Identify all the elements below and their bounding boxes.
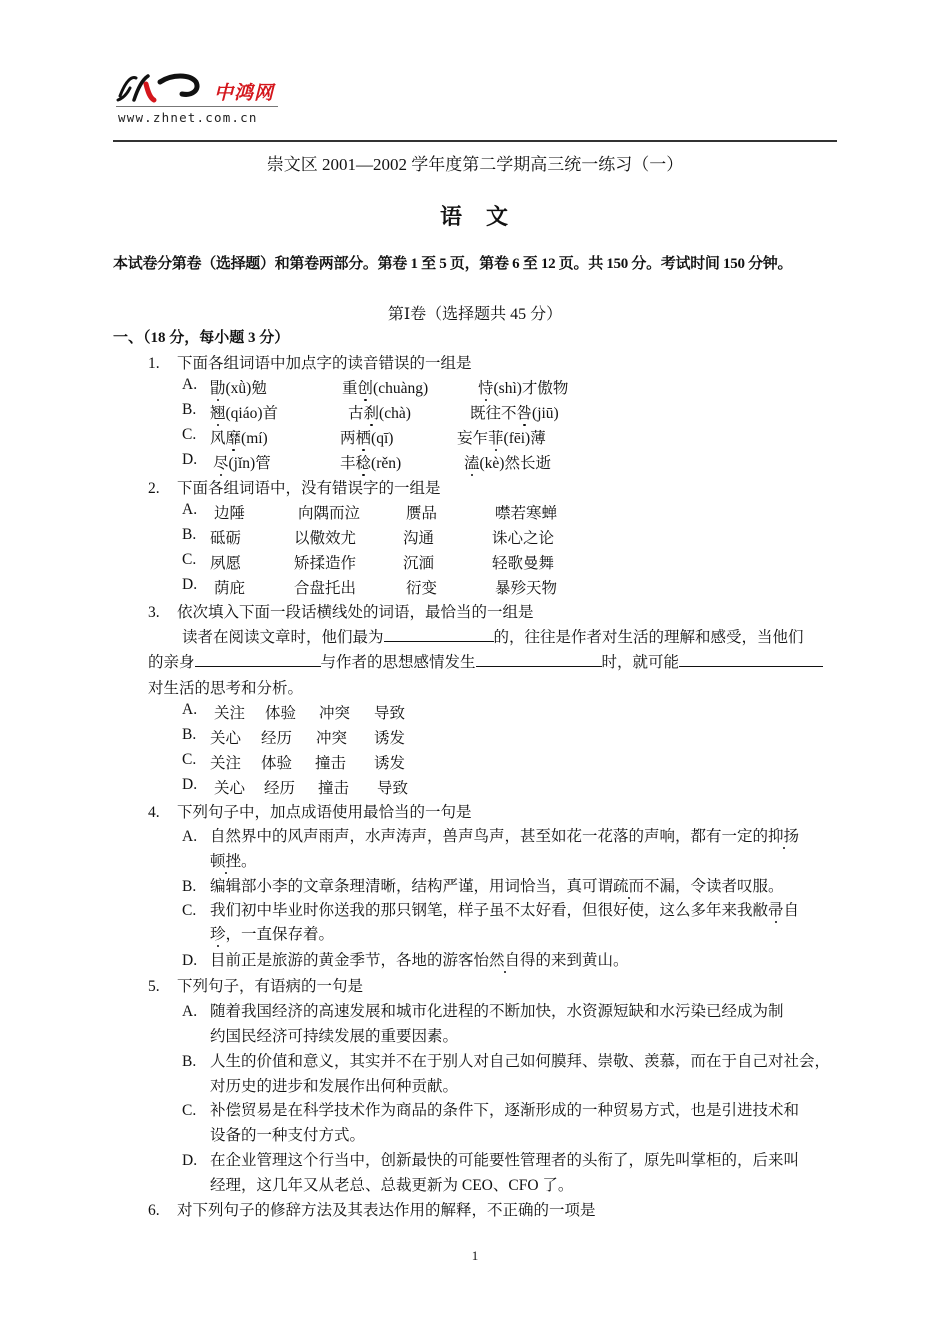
header-rule: [113, 140, 837, 142]
q3-passage-line-1: 读者在阅读文章时，他们最为 的，往往是作者对生活的理解和感受，当他们: [182, 629, 804, 646]
q4-option-c: C. 我们初中毕业时你送我的那只钢笔，样子虽不太好看，但很好使，这么多年来我敝帚自: [182, 898, 799, 920]
q5-option-c: C. 补偿贸易是在科学技术作为商品的条件下，逐渐形成的一种贸易方式，也是引进技术和: [182, 1102, 800, 1119]
q4-option-d: D. 目前正是旅游的黄金季节，各地的游客怡然自得的来到黄山。: [182, 948, 629, 970]
q5-option-d: D. 在企业管理这个行当中，创新最快的可能要性管理者的头衔了，原先叫掌柜的，后来叫: [182, 1152, 800, 1169]
question-stem: 下面各组词语中，没有错误字的一组是: [177, 480, 441, 497]
exam-title: 语文: [439, 204, 532, 229]
q5-option-a: A. 随着我国经济的高速发展和城市化进程的不断加快，水资源短缺和水污染已经成为制: [182, 1003, 784, 1020]
fill-blank-1[interactable]: [384, 627, 494, 642]
question-4: 4. 下列句子中，加点成语使用最恰当的一句是: [148, 804, 472, 821]
q2-option-b: B.: [182, 526, 197, 543]
page-number: 1: [471, 1248, 479, 1263]
q3-option-c: C.: [182, 751, 197, 768]
q4-option-b: B. 编辑部小李的文章条理清晰，结构严谨，用词恰当，真可谓疏而不漏，令读者叹服。: [182, 874, 784, 896]
section-title: 一、（18 分，每小题 3 分）: [113, 330, 290, 346]
logo-brand-text: 中鸿网: [214, 82, 275, 104]
q3-option-b: B.: [182, 726, 197, 743]
question-stem: 下面各组词语中加点字的读音错误的一组是: [177, 355, 472, 372]
q3-option-a: A.: [182, 701, 198, 718]
logo-url: www.zhnet.com.cn: [118, 110, 258, 125]
question-stem: 下列句子中，加点成语使用最恰当的一句是: [177, 804, 472, 821]
question-stem: 下列句子，有语病的一句是: [177, 978, 364, 995]
q3-passage-line-2: 的亲身 与作者的思想感情发生 时，就可能: [148, 650, 823, 672]
question-stem: 对下列句子的修辞方法及其表达作用的解释，不正确的一项是: [177, 1202, 596, 1219]
exam-subtitle: 崇文区 2001—2002 学年度第二学期高三统一练习（一）: [266, 155, 684, 174]
q5-option-b: B. 人生的价值和意义，其实并不在于别人对自己如何膜拜、崇敬、羡慕，而在于自己对社会，: [182, 1053, 831, 1070]
logo-divider: [116, 106, 278, 107]
question-6: 6. 对下列句子的修辞方法及其表达作用的解释，不正确的一项是: [148, 1202, 596, 1219]
q1-option-a: A.: [182, 376, 198, 393]
q1-option-c: C.: [182, 426, 197, 443]
q1-option-d: D.: [182, 451, 198, 468]
brush-logo-icon: [116, 70, 202, 104]
question-stem: 依次填入下面一段话横线处的词语，最恰当的一组是: [177, 604, 534, 621]
q3-passage-line-3: 对生活的思考和分析。: [148, 680, 304, 697]
fill-blank-3[interactable]: [476, 652, 602, 667]
exam-intro: 本试卷分第卷（选择题）和第卷两部分。第卷 1 至 5 页，第卷 6 至 12 页。共 150 分。考试时间 150 分钟。: [113, 256, 793, 272]
question-3: 3. 依次填入下面一段话横线处的词语，最恰当的一组是: [148, 604, 534, 621]
question-1: 1. 下面各组词语中加点字的读音错误的一组是: [148, 355, 472, 372]
site-logo: [116, 68, 286, 128]
question-5: 5. 下列句子，有语病的一句是: [148, 978, 364, 995]
q2-option-a: A.: [182, 501, 198, 518]
q1-option-b: B.: [182, 401, 197, 418]
q4-option-a: A. 自然界中的风声雨声，水声涛声，兽声鸟声，甚至如花一花落的声响，都有一定的抑扬: [182, 824, 799, 846]
q2-option-d: D.: [182, 576, 198, 593]
part-title: 第Ⅰ卷（选择题共 45 分）: [387, 306, 563, 323]
fill-blank-2[interactable]: [195, 652, 321, 667]
question-2: 2. 下面各组词语中，没有错误字的一组是: [148, 480, 441, 497]
fill-blank-4[interactable]: [679, 652, 823, 667]
q2-option-c: C.: [182, 551, 197, 568]
q3-option-d: D.: [182, 776, 198, 793]
